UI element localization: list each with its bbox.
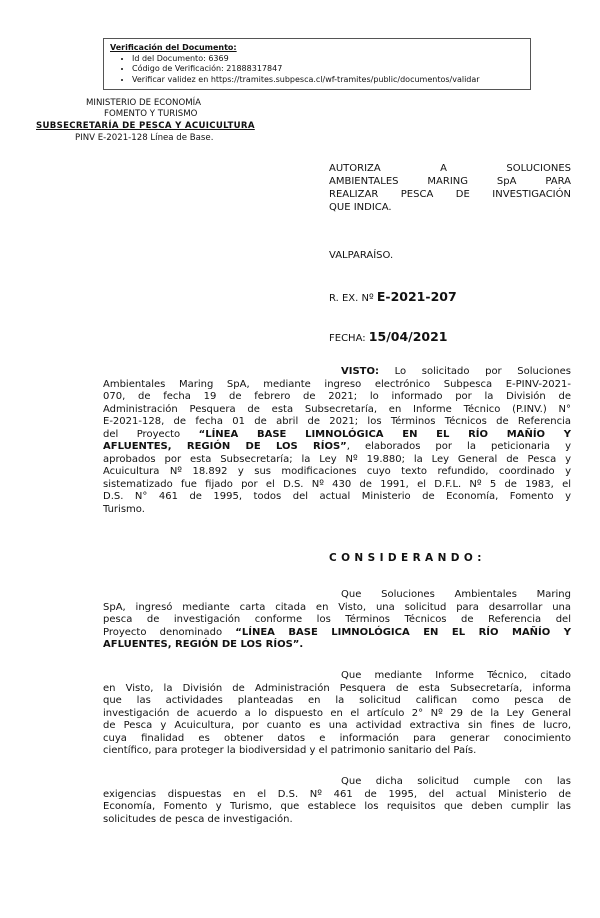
- resolution-label: R. EX. Nº: [329, 293, 374, 304]
- date-label: FECHA:: [329, 333, 366, 344]
- place: VALPARAÍSO.: [329, 250, 394, 261]
- visto-paragraph: VISTO: Lo solicitado por Soluciones Ambientales Maring SpA, mediante ingreso electrónico Subpesca E-PINV-2021- 070, de fecha 19 de febrero de 2021; lo informado por la División de Administración Pesquera de esta Subsecretaría, en Informe Técnico (P.INV.) N° E-2021-128, de fecha 01 de abril de 2021; los Términos Técnicos de Referencia del Proyecto “LÍNEA BASE LIMNOLÓGICA EN EL RÍO MAÑÍO Y AFLUENTES, REGIÓN DE LOS RÍOS”, elaborados por la peticionaria y aprobados por esta Subsecretaría; la Ley Nº 19.880; la Ley General de Pesca y Acuicultura Nº 18.892 y sus modificaciones cuyo texto refundido, coordinado y sistematizado fue fijado por el D.S. Nº 430 de 1991, el D.F.L. Nº 5 de 1983, el D.S. N° 461 de 1995, todos del actual Ministerio de Economía, Fomento y Turismo.: [103, 366, 572, 515]
- verification-id: • Id del Documento: 6369: [132, 54, 530, 65]
- verification-code: • Código de Verificación: 21888317847: [132, 64, 530, 75]
- resolution-subject: [329, 162, 571, 214]
- verification-box: [103, 38, 531, 90]
- considerando-2: Que mediante Informe Técnico, citado en Visto, la División de Administración Pesquera de esta Subsecretaría, informa que las actividades planteadas en la solicitud califican como pesca de investigación de acuerdo a lo dispuesto en el artículo 2° Nº 29 de la Ley General de Pesca y Acuicultura, por cuanto es una actividad extractiva sin fines de lucro, cuya finalidad es obtener datos e información para generar conocimiento científico, para proteger la biodiversidad y el patrimonio sanitario del País.: [103, 670, 571, 756]
- verification-link[interactable]: • Verificar validez en https://tramites.subpesca.cl/wf-tramites/public/documentos/validar: [132, 75, 530, 86]
- subject-line-4: QUE INDICA.: [329, 202, 392, 213]
- subject-line-3: REALIZAR PESCA DE INVESTIGACIÓN: [329, 189, 571, 200]
- verification-title: Verificación del Documento:: [110, 43, 237, 52]
- visto-lead: VISTO:: [341, 366, 379, 377]
- resolution-number: [329, 289, 457, 304]
- considerando-heading: CONSIDERANDO:: [329, 552, 486, 564]
- verification-list: [110, 54, 530, 86]
- reference-code: PINV E-2021-128 Línea de Base.: [75, 133, 214, 143]
- subsecretaria-name: SUBSECRETARÍA DE PESCA Y ACUICULTURA: [36, 121, 255, 131]
- resolution-date: [329, 329, 448, 344]
- subject-line-2: AMBIENTALES MARING SpA PARA: [329, 176, 571, 187]
- ministry-name-2: FOMENTO Y TURISMO: [104, 109, 198, 119]
- resolution-value: E-2021-207: [376, 289, 457, 304]
- project-name: “LÍNEA BASE LIMNOLÓGICA EN EL RÍO MAÑÍO Y: [198, 428, 572, 440]
- considerando-3: Que dicha solicitud cumple con las exigencias dispuestas en el D.S. Nº 461 de 1995, del actual Ministerio de Economía, Fomento y Turismo, que establece los requisitos que deben cumplir las solicitudes de pesca de investigación.: [103, 776, 571, 825]
- ministry-name: MINISTERIO DE ECONOMÍA: [86, 98, 202, 108]
- date-value: 15/04/2021: [368, 329, 448, 344]
- considerando-1: Que Soluciones Ambientales Maring SpA, ingresó mediante carta citada en Visto, una solicitud para desarrollar una pesca de investigación conforme los Términos Técnicos de Referencia del Proyecto denominado “LÍNEA BASE LIMNOLÓGICA EN EL RÍO MAÑÍO Y AFLUENTES, REGIÓN DE LOS RÍOS”.: [103, 589, 572, 650]
- subject-line-1: AUTORIZA A SOLUCIONES: [329, 163, 571, 174]
